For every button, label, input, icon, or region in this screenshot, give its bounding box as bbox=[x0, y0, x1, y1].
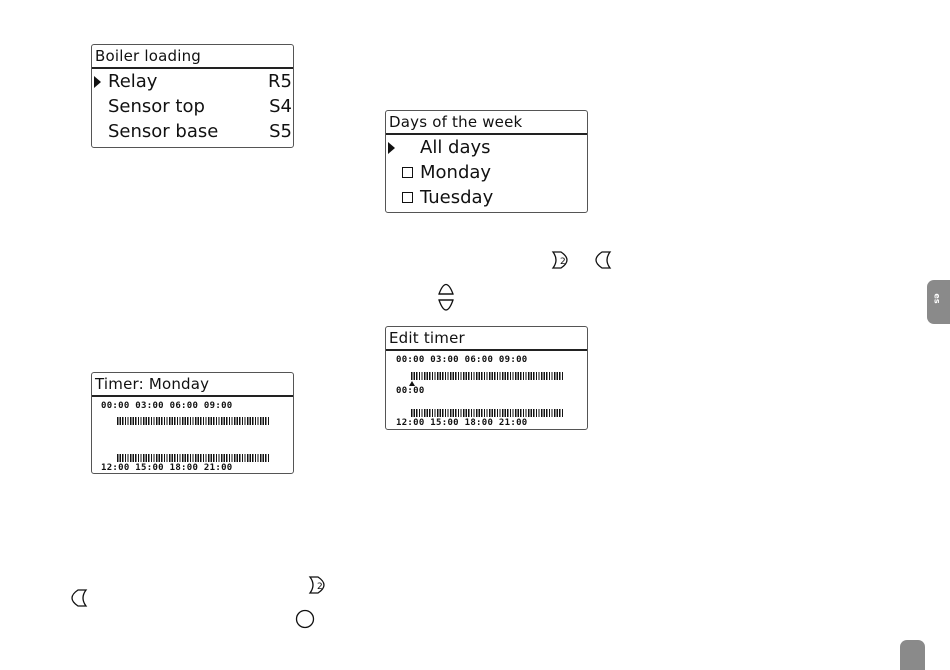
button-back-icon[interactable] bbox=[64, 589, 88, 607]
button-ok-icon[interactable] bbox=[294, 608, 316, 630]
timer-monday-screen bbox=[91, 372, 294, 474]
timeline-top-labels: 00:00 03:00 06:00 09:00 bbox=[101, 401, 233, 411]
screen-title: Boiler loading bbox=[92, 45, 293, 69]
button-back-icon[interactable] bbox=[588, 251, 612, 269]
cursor-arrow-icon bbox=[388, 142, 395, 154]
menu-item-label: Tuesday bbox=[420, 187, 494, 208]
language-tab[interactable] bbox=[927, 280, 950, 324]
menu-item-tuesday[interactable] bbox=[386, 185, 587, 210]
timeline-top-labels: 00:00 03:00 06:00 09:00 bbox=[396, 355, 528, 365]
menu-item-value: S4 bbox=[269, 96, 292, 117]
menu-item-relay[interactable] bbox=[92, 69, 293, 94]
cursor-arrow-icon bbox=[94, 76, 101, 88]
timeline-bottom-bar bbox=[411, 409, 563, 417]
menu-item-monday[interactable] bbox=[386, 160, 587, 185]
menu-item-label: Relay bbox=[108, 71, 158, 92]
menu-item-label: Monday bbox=[420, 162, 492, 183]
timeline-top-bar bbox=[117, 417, 269, 425]
screen-title: Edit timer bbox=[386, 327, 587, 351]
button-2-icon[interactable] bbox=[308, 576, 332, 594]
button-up-down-icon[interactable] bbox=[437, 277, 455, 319]
timeline-bottom-labels: 12:00 15:00 18:00 21:00 bbox=[101, 463, 233, 473]
timeline-bottom-bar bbox=[117, 454, 269, 462]
timeline-top-bar bbox=[411, 372, 563, 380]
timeline-bottom-labels: 12:00 15:00 18:00 21:00 bbox=[396, 418, 528, 428]
menu-item-sensor-top[interactable] bbox=[92, 94, 293, 119]
button-2-icon[interactable] bbox=[551, 251, 575, 269]
timeline-cursor-time: 00:00 bbox=[396, 386, 425, 396]
menu-item-label: All days bbox=[420, 137, 491, 158]
screen-title: Timer: Monday bbox=[92, 373, 293, 397]
menu-item-sensor-base[interactable] bbox=[92, 119, 293, 144]
menu-item-label: Sensor top bbox=[108, 96, 205, 117]
menu-item-value: R5 bbox=[268, 71, 292, 92]
boiler-loading-screen bbox=[91, 44, 294, 148]
edit-timer-screen bbox=[385, 326, 588, 430]
language-tab-label: es bbox=[932, 293, 942, 304]
checkbox-icon[interactable] bbox=[402, 167, 413, 178]
svg-text:2: 2 bbox=[317, 582, 323, 592]
svg-text:2: 2 bbox=[560, 257, 566, 267]
days-of-week-screen bbox=[385, 110, 588, 213]
menu-item-label: Sensor base bbox=[108, 121, 219, 142]
screen-title: Days of the week bbox=[386, 111, 587, 135]
checkbox-icon[interactable] bbox=[402, 192, 413, 203]
page-tab bbox=[900, 640, 925, 670]
menu-item-all-days[interactable] bbox=[386, 135, 587, 160]
menu-item-value: S5 bbox=[269, 121, 292, 142]
